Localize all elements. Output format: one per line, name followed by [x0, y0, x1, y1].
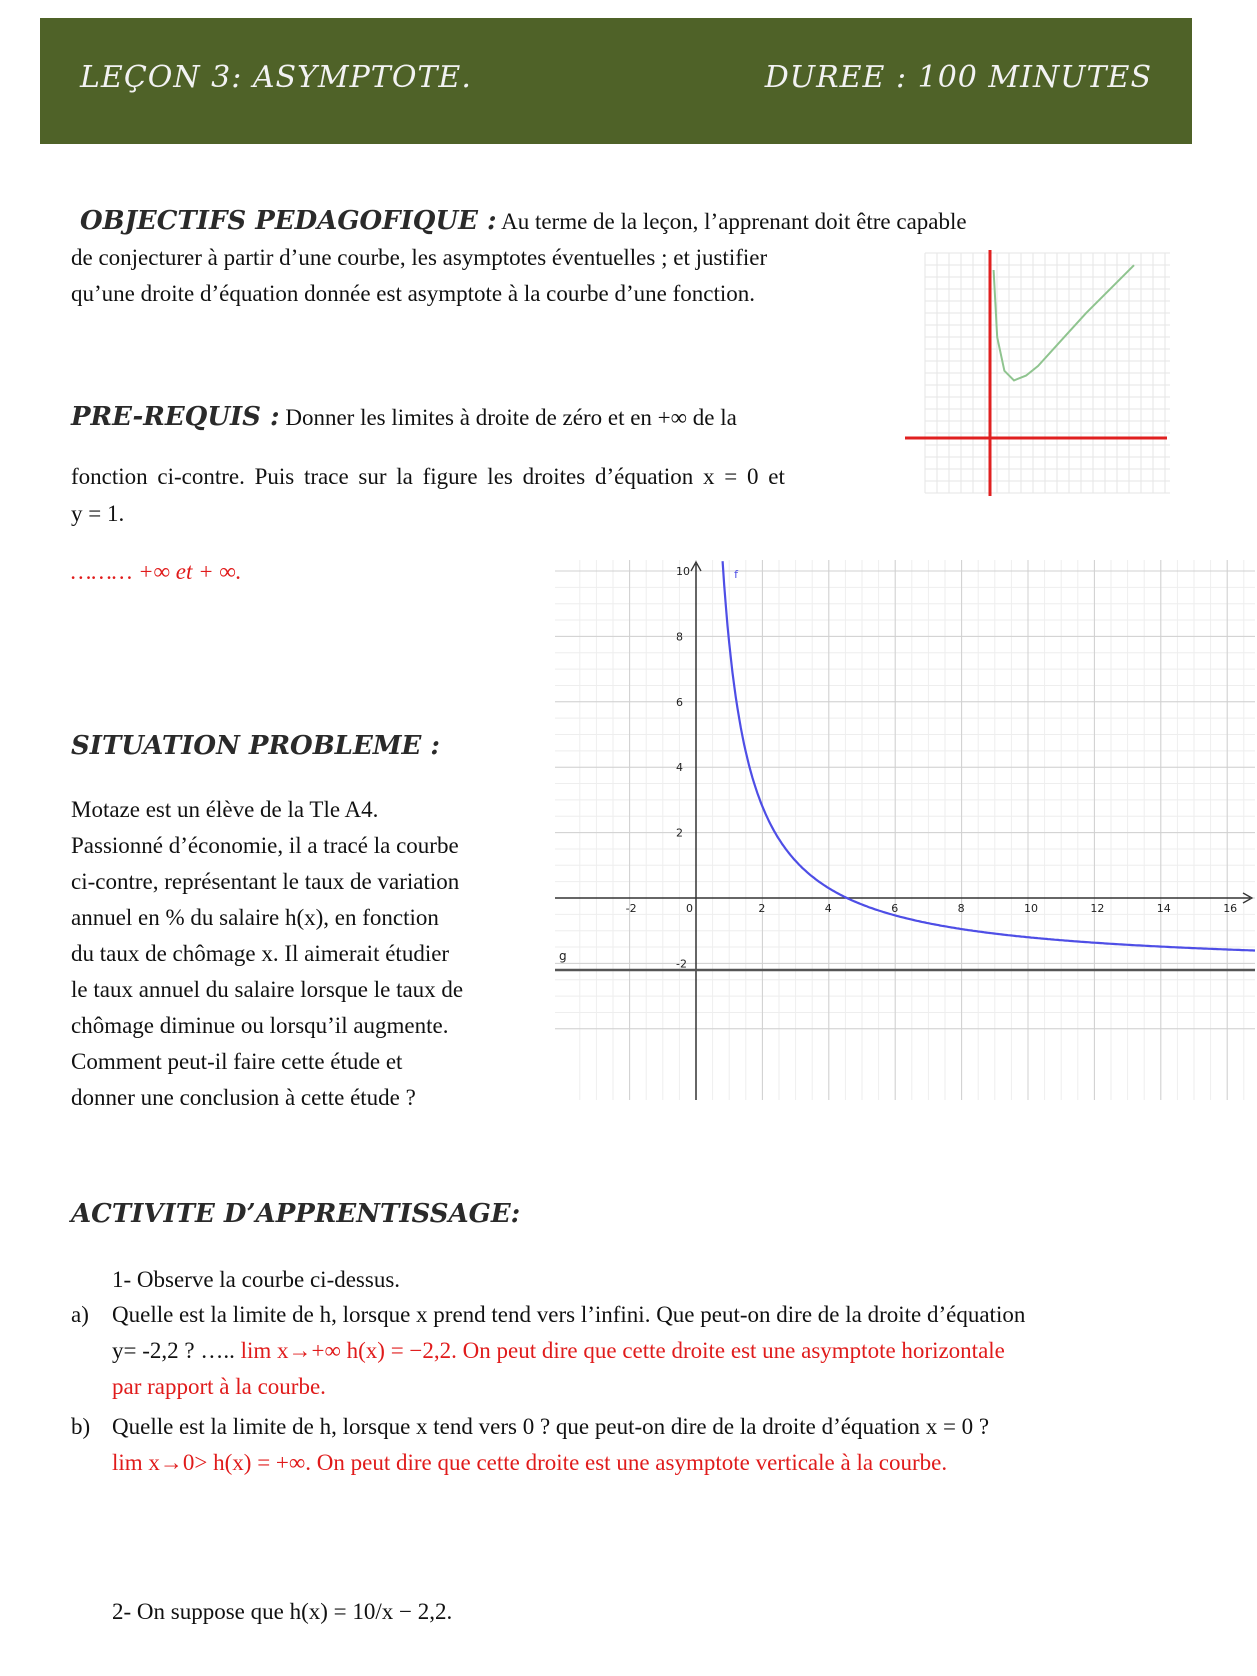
answer-a: lim x→+∞ h(x) = −2,2. On peut dire que cette droite est une asymptote horizontale	[240, 1338, 1005, 1363]
y-tick-label: 6	[676, 695, 683, 709]
x-tick-label: -2	[625, 902, 637, 915]
x-tick-label: 0	[686, 902, 693, 915]
situation-line: Motaze est un élève de la Tle A4.	[71, 797, 379, 822]
lesson-title: LEÇON 3: ASYMPTOTE.	[80, 60, 472, 95]
header-banner	[40, 18, 1192, 144]
prerequis-line-2: fonction ci-contre. Puis trace sur la figure les droites d’équation x = 0 et	[71, 464, 785, 489]
situation-heading: SITUATION PROBLEME :	[71, 731, 441, 761]
x-tick-label: 2	[758, 902, 766, 915]
objectives-line-1: Au terme de la leçon, l’apprenant doit être capable	[501, 209, 967, 234]
x-tick-label: 16	[1223, 902, 1238, 915]
activite-heading: ACTIVITE D’APPRENTISSAGE:	[71, 1199, 521, 1229]
question-a: Quelle est la limite de h, lorsque x prend tend vers l’infini. Que peut-on dire de la droite d’équation	[112, 1302, 1026, 1327]
prerequis-answer: ……… +∞ et + ∞.	[71, 559, 242, 584]
series-label-f: f	[734, 568, 739, 581]
situation-line: Passionné d’économie, il a tracé la courbe	[71, 833, 459, 858]
x-tick-label: 4	[824, 902, 832, 915]
situation-line: le taux annuel du salaire lorsque le taux de	[71, 977, 464, 1002]
y-tick-label: 2	[676, 826, 683, 840]
situation-line: chômage diminue ou lorsqu’il augmente.	[71, 1013, 449, 1038]
situation-line: donner une conclusion à cette étude ?	[71, 1085, 416, 1110]
activite-item-2: 2- On suppose que h(x) = 10/x − 2,2.	[112, 1599, 453, 1624]
prerequis-line-1: Donner les limites à droite de zéro et en +∞ de la	[285, 405, 737, 430]
objectives-line-3: qu’une droite d’équation donnée est asymptote à la courbe d’une fonction.	[71, 281, 756, 306]
objectives-paragraph-1	[80, 203, 967, 240]
situation-line: annuel en % du salaire h(x), en fonction	[71, 905, 439, 930]
y-tick-label: 4	[676, 761, 683, 775]
prerequis-heading: PRE-REQUIS :	[71, 402, 280, 432]
hyperbola-graph	[555, 560, 1255, 1100]
small-function-graph	[905, 248, 1175, 498]
x-tick-label: 6	[891, 902, 899, 915]
curve-series	[994, 265, 1134, 380]
objectives-line-2: de conjecturer à partir d’une courbe, les asymptotes éventuelles ; et justifier	[71, 245, 768, 270]
objectives-heading: OBJECTIFS PEDAGOFIQUE :	[80, 206, 497, 236]
situation-line: ci-contre, représentant le taux de variation	[71, 869, 460, 894]
prerequis-paragraph	[71, 399, 737, 436]
x-tick-label: 12	[1090, 902, 1105, 915]
question-a-line-2	[112, 1333, 1005, 1369]
answer-b: lim x→0> h(x) = +∞. On peut dire que cette droite est une asymptote verticale à la courbe.	[112, 1450, 948, 1475]
series-label-g: g	[559, 949, 567, 964]
question-a-label: a)	[71, 1302, 89, 1327]
duration: DUREE : 100 MINUTES	[764, 60, 1152, 95]
x-tick-label: 10	[1024, 902, 1038, 915]
answer-a-line-2: par rapport à la courbe.	[112, 1374, 326, 1399]
x-tick-label: 14	[1156, 902, 1171, 915]
question-a-equation: y= -2,2 ? …..	[112, 1338, 235, 1363]
y-tick-label: -2	[676, 957, 687, 971]
y-tick-label: 10	[676, 565, 690, 578]
question-b-label: b)	[71, 1414, 91, 1439]
y-tick-label: 8	[676, 630, 683, 644]
activite-item-1: 1- Observe la courbe ci-dessus.	[112, 1267, 401, 1292]
situation-line: du taux de chômage x. Il aimerait étudier	[71, 941, 450, 966]
situation-line: Comment peut-il faire cette étude et	[71, 1049, 403, 1074]
x-tick-label: 8	[957, 902, 965, 915]
question-b: Quelle est la limite de h, lorsque x tend vers 0 ? que peut-on dire de la droite d’équation x = 0 ?	[112, 1414, 990, 1439]
prerequis-line-3: y = 1.	[71, 501, 125, 526]
